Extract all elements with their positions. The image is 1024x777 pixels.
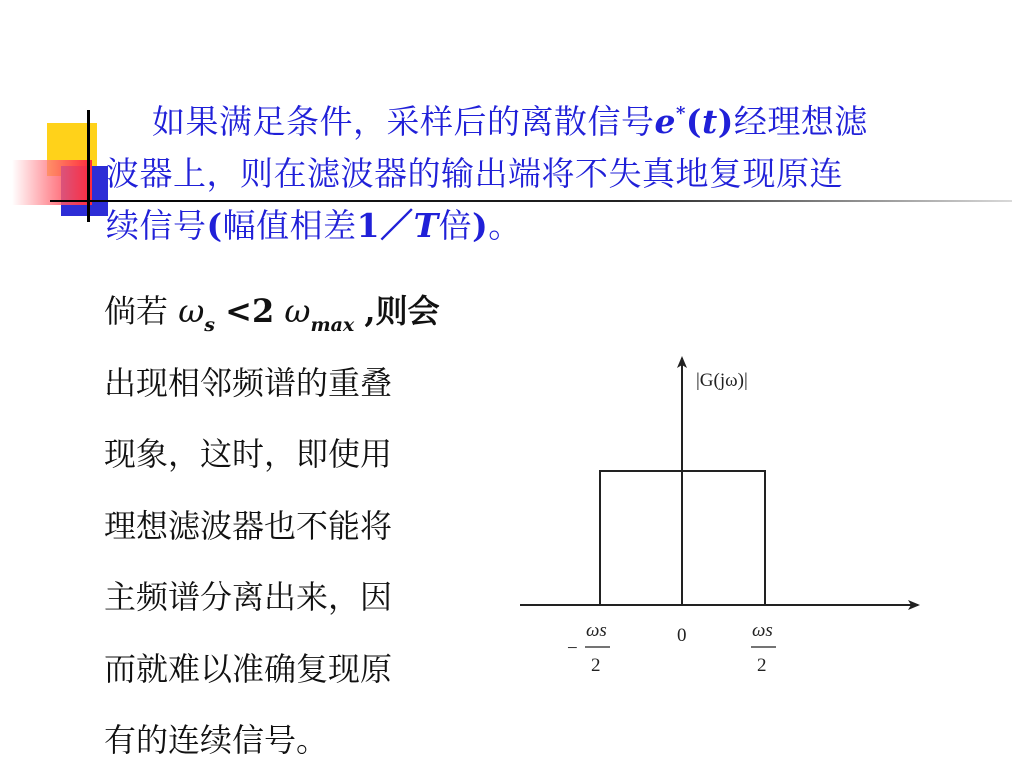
intro-symbol-e: e [654, 102, 676, 141]
right-fraction-numerator: ωs [752, 620, 773, 641]
intro-end: 。 [488, 206, 522, 245]
intro-paren-close: ) [717, 102, 734, 141]
body-line: 主频谱分离出来，因 [104, 578, 393, 616]
intro-paren-open: ( [685, 102, 703, 141]
intro-text-2: 经理想滤波器上，则在滤波器的输出端将不失真地复现原连续信号 [106, 102, 868, 245]
intro-paren2-open: ( [206, 206, 223, 245]
less-than-two: <2 [225, 292, 275, 330]
intro-text-4: 倍 [438, 206, 473, 245]
left-minus-sign: − [567, 638, 578, 659]
body-line: 而就难以准确复现原 [104, 649, 393, 688]
subscript-s: s [204, 314, 215, 336]
right-fraction-denominator: 2 [757, 655, 767, 676]
body-line: 现象，这时，即使用 [104, 435, 393, 473]
subscript-max: max [310, 314, 355, 336]
y-axis-label: |G(jω)| [696, 370, 748, 391]
body-suffix: ,则会 [364, 292, 440, 330]
intro-symbol-t: t [702, 102, 718, 141]
intro-text-1: 如果满足条件，采样后的离散信号 [152, 102, 655, 141]
left-fraction-denominator: 2 [591, 655, 601, 676]
body-line: 出现相邻频谱的重叠 [104, 363, 393, 402]
omega-symbol: ω [178, 292, 205, 330]
body-line: 理想滤波器也不能将 [104, 506, 393, 545]
intro-text-3: 幅值相差 [222, 206, 357, 245]
body-prefix: 倘若 [104, 292, 169, 330]
intro-paren2-close: ) [472, 206, 489, 245]
intro-symbol-T: T [413, 206, 439, 245]
omega-symbol-2: ω [284, 292, 311, 330]
body-line: 有的连续信号。 [104, 721, 329, 759]
origin-label: 0 [677, 625, 687, 646]
left-fraction-numerator: ωs [586, 620, 607, 641]
intro-superscript-star: * [676, 103, 686, 124]
intro-one-over: 1／ [356, 206, 414, 245]
